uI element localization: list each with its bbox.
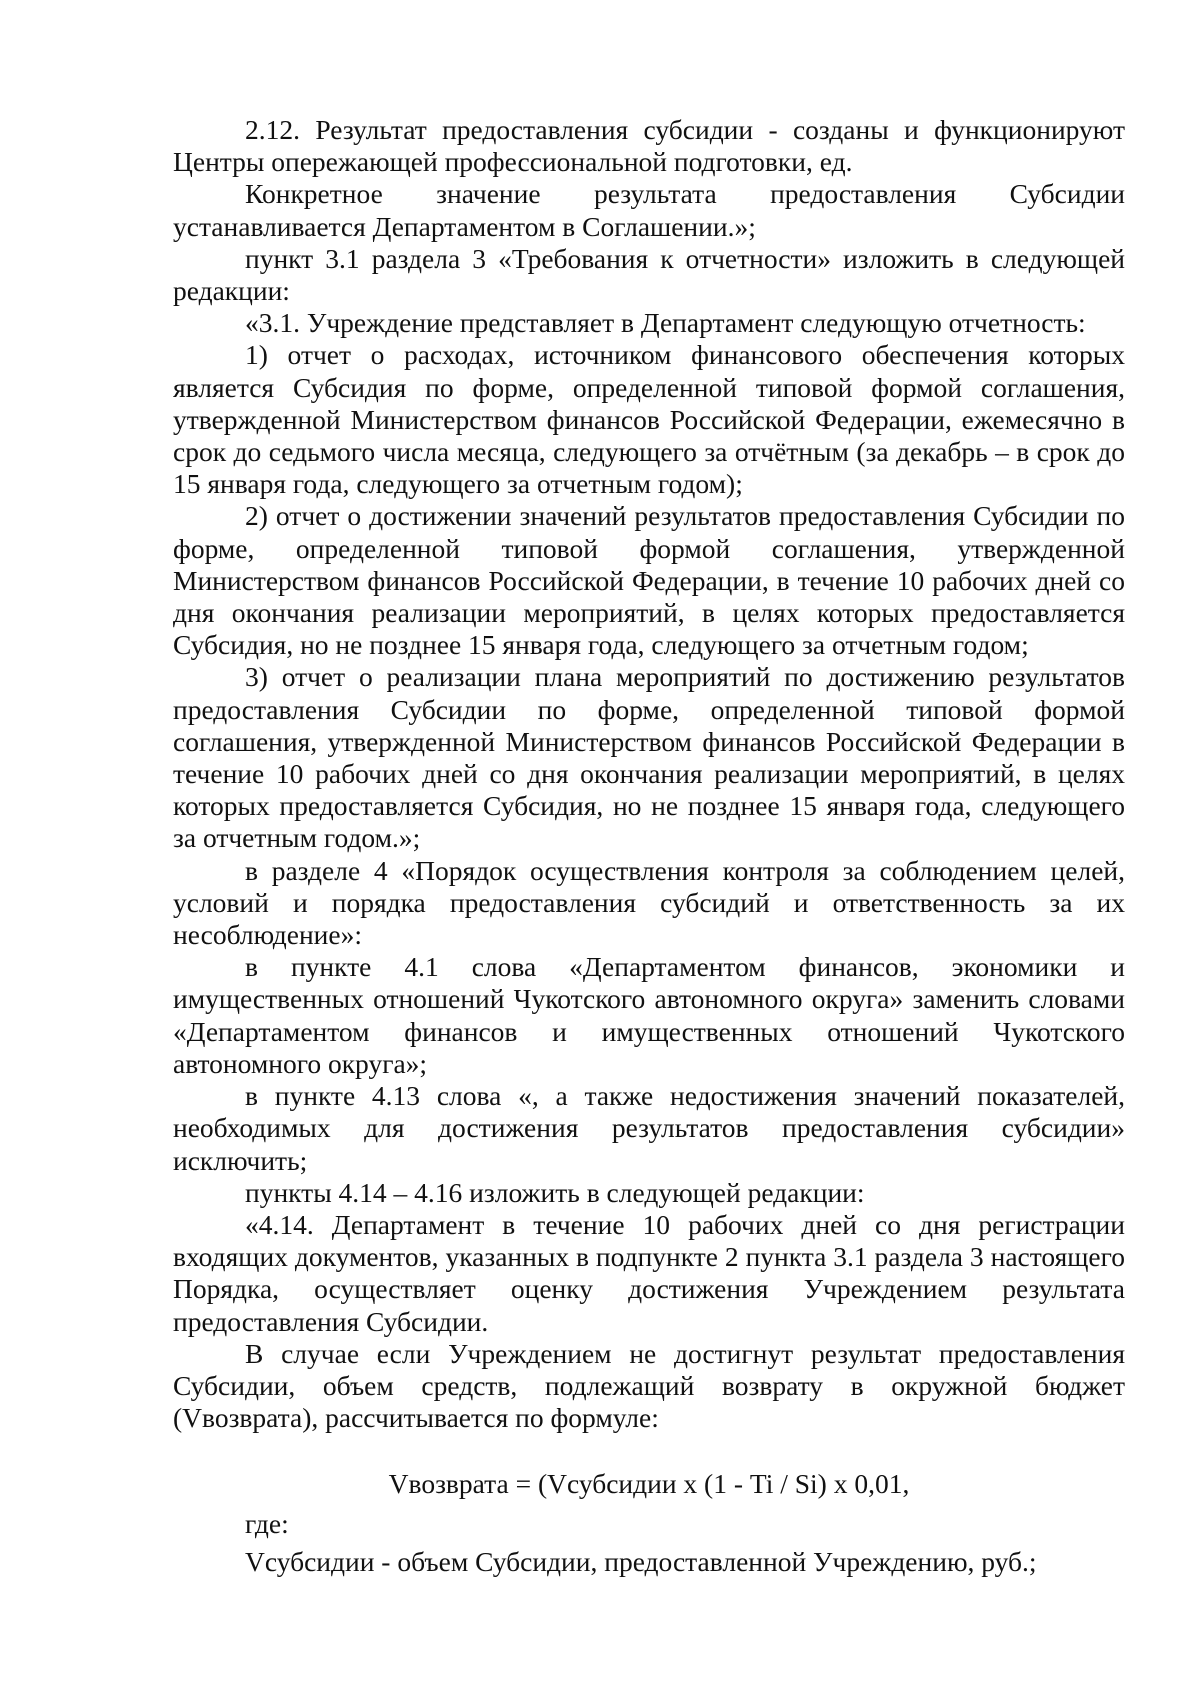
paragraph-section-4: в разделе 4 «Порядок осуществления контроля за соблюдением целей, условий и порядка предоставления субсидий и ответственность за их несоблюдение»: [173,854,1125,951]
list-item-expense-report: 1) отчет о расходах, источником финансового обеспечения которых является Субсидия по форме, определенной типовой формой соглашения, утвержденной Министерством финансов Российской Федерации, ежемесячно в срок до седьмого числа месяца, следующего за отчётным (за декабрь – в срок до 15 января года, следующего за отчетным годом); [173,339,1125,500]
refund-formula: Vвозврата = (Vсубсидии х (1 - Ti / Si) х 0,01, [388,1468,910,1500]
paragraph-refund-case: В случае если Учреждением не достигнут результат предоставления Субсидии, объем средств, подлежащий возврату в окружной бюджет (Vвозврата), рассчитывается по формуле: [173,1337,1125,1434]
document-page [173,114,1125,1578]
list-item-achievement-report: 2) отчет о достижении значений результатов предоставления Субсидии по форме, определенной типовой формой соглашения, утвержденной Министерством финансов Российской Федерации, в течение 10 рабочих дней со дня окончания реализации мероприятий, в целях которых предоставляется Субсидия, но не позднее 15 января года, следующего за отчетным годом; [173,500,1125,661]
paragraph-3-1-reporting: «3.1. Учреждение представляет в Департамент следующую отчетность: [245,307,1086,339]
paragraph-clause-4-1: в пункте 4.1 слова «Департаментом финансов, экономики и имущественных отношений Чукотского автономного округа» заменить словами «Департаментом финансов и имущественных отношений Чукотского автономного округа»; [173,951,1125,1079]
where-label: где: [245,1507,289,1539]
paragraph-clauses-4-14-4-16: пункты 4.14 – 4.16 изложить в следующей редакции: [245,1176,865,1208]
list-item-plan-report: 3) отчет о реализации плана мероприятий по достижению результатов предоставления Субсидии по форме, определенной типовой формой соглашения, утвержденной Министерством финансов Российской Федерации в течение 10 рабочих дней со дня окончания реализации мероприятий, в целях которых предоставляется Субсидия, но не позднее 15 января года, следующего за отчетным годом.»; [173,661,1125,854]
paragraph-specific-value: Конкретное значение результата предоставления Субсидии устанавливается Департаментом в Соглашении.»; [173,178,1125,242]
subsidy-volume-definition: Vсубсидии - объем Субсидии, предоставленной Учреждению, руб.; [245,1545,1037,1577]
paragraph-clause-4-13: в пункте 4.13 слова «, а также недостижения значений показателей, необходимых для достижения результатов предоставления субсидии» исключить; [173,1080,1125,1176]
paragraph-4-14: «4.14. Департамент в течение 10 рабочих дней со дня регистрации входящих документов, указанных в подпункте 2 пункта 3.1 раздела 3 настоящего Порядка, осуществляет оценку достижения Учреждением результата предоставления Субсидии. [173,1208,1125,1337]
paragraph-clause-3-1-amendment: пункт 3.1 раздела 3 «Требования к отчетности» изложить в следующей редакции: [173,242,1125,307]
paragraph-2-12-result: 2.12. Результат предоставления субсидии - созданы и функционируют Центры опережающей профессиональной подготовки, ед. [173,114,1125,178]
